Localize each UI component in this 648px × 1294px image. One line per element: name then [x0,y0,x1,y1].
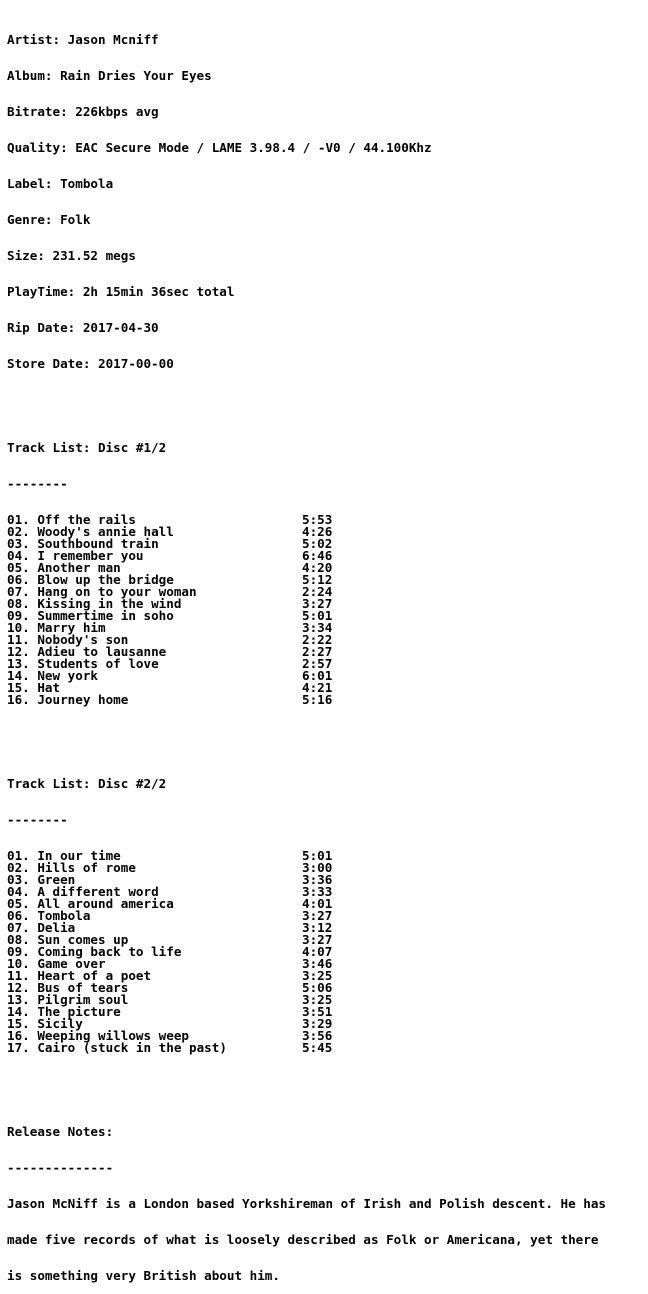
disc1-rule: -------- [7,476,68,491]
track-title: Marry him [37,620,106,635]
track-title: Green [37,872,76,887]
track-title: Off the rails [37,512,136,527]
track-duration: 3:34 [302,620,333,635]
track-title: In our time [37,848,121,863]
disc2-heading: Track List: Disc #2/2 [7,776,167,791]
track-row [7,898,643,910]
album-line: Album: Rain Dries Your Eyes [7,68,212,83]
quality-line: Quality: EAC Secure Mode / LAME 3.98.4 / -V0 / 44.100Khz [7,140,432,155]
track-number: 16. [7,1028,30,1043]
size-line: Size: 231.52 megs [7,248,136,263]
track-duration: 4:20 [302,560,333,575]
track-number: 07. [7,920,30,935]
track-row [7,910,643,922]
track-number: 06. [7,908,30,923]
store-date-line: Store Date: 2017-00-00 [7,356,174,371]
track-number: 09. [7,944,30,959]
track-duration: 5:01 [302,608,333,623]
rip-date-line: Rip Date: 2017-04-30 [7,320,159,335]
track-number: 13. [7,656,30,671]
spacer [7,394,643,406]
release-notes-rule: -------------- [7,1160,114,1175]
track-title: A different word [37,884,159,899]
track-number: 14. [7,668,30,683]
track-title: Another man [37,560,121,575]
track-duration: 2:24 [302,584,333,599]
track-title: Game over [37,956,106,971]
track-number: 15. [7,680,30,695]
spacer [7,730,643,742]
track-title: I remember you [37,548,144,563]
track-duration: 2:27 [302,644,333,659]
release-info-document [7,10,643,1294]
track-number: 13. [7,992,30,1007]
track-title: Woody's annie hall [37,524,174,539]
track-duration: 4:21 [302,680,333,695]
track-title: Cairo (stuck in the past) [37,1040,227,1055]
track-duration: 3:27 [302,596,333,611]
track-number: 12. [7,644,30,659]
track-number: 08. [7,596,30,611]
track-duration: 5:01 [302,848,333,863]
disc1-heading: Track List: Disc #1/2 [7,440,167,455]
track-title: Kissing in the wind [37,596,182,611]
track-duration: 3:12 [302,920,333,935]
track-duration: 6:01 [302,668,333,683]
track-title: Sicily [37,1016,83,1031]
track-title: The picture [37,1004,121,1019]
track-number: 02. [7,524,30,539]
release-notes-line-1: Jason McNiff is a London based Yorkshireman of Irish and Polish descent. He has [7,1196,606,1211]
track-duration: 4:26 [302,524,333,539]
track-duration: 3:29 [302,1016,333,1031]
track-number: 05. [7,560,30,575]
track-title: Students of love [37,656,159,671]
track-title: Bus of tears [37,980,129,995]
track-number: 17. [7,1040,30,1055]
disc2-track-list [7,850,643,1054]
track-row [7,862,643,874]
track-duration: 5:16 [302,692,333,707]
spacer [7,1078,643,1090]
track-row [7,1042,643,1054]
track-title: Tombola [37,908,91,923]
track-title: Heart of a poet [37,968,152,983]
track-number: 05. [7,896,30,911]
track-duration: 3:25 [302,992,333,1007]
track-number: 11. [7,632,30,647]
track-duration: 2:22 [302,632,333,647]
track-number: 15. [7,1016,30,1031]
release-notes-line-3: is something very British about him. [7,1268,280,1283]
track-number: 12. [7,980,30,995]
track-duration: 5:53 [302,512,333,527]
track-title: Adieu to lausanne [37,644,167,659]
track-title: Nobody's son [37,632,129,647]
track-number: 11. [7,968,30,983]
track-duration: 4:01 [302,896,333,911]
track-duration: 3:25 [302,968,333,983]
track-number: 09. [7,608,30,623]
track-title: Weeping willows weep [37,1028,189,1043]
track-duration: 3:36 [302,872,333,887]
track-duration: 5:06 [302,980,333,995]
track-title: Journey home [37,692,129,707]
label-line: Label: Tombola [7,176,114,191]
track-duration: 6:46 [302,548,333,563]
genre-line: Genre: Folk [7,212,91,227]
track-title: Blow up the bridge [37,572,174,587]
track-duration: 2:57 [302,656,333,671]
track-duration: 5:02 [302,536,333,551]
track-title: All around america [37,896,174,911]
playtime-line: PlayTime: 2h 15min 36sec total [7,284,235,299]
track-number: 01. [7,512,30,527]
track-duration: 5:12 [302,572,333,587]
track-duration: 3:46 [302,956,333,971]
track-number: 04. [7,884,30,899]
track-title: Pilgrim soul [37,992,129,1007]
track-row [7,1006,643,1018]
track-title: Coming back to life [37,944,182,959]
track-duration: 4:07 [302,944,333,959]
track-number: 01. [7,848,30,863]
track-title: Hills of rome [37,860,136,875]
track-title: Summertime in soho [37,608,174,623]
bitrate-line: Bitrate: 226kbps avg [7,104,159,119]
track-duration: 3:51 [302,1004,333,1019]
track-duration: 5:45 [302,1040,333,1055]
disc1-track-list [7,514,643,706]
track-title: New york [37,668,99,683]
track-number: 10. [7,956,30,971]
track-duration: 3:56 [302,1028,333,1043]
release-notes-heading: Release Notes: [7,1124,114,1139]
track-duration: 3:33 [302,884,333,899]
track-title: Southbound train [37,536,159,551]
track-title: Delia [37,920,76,935]
track-duration: 3:27 [302,908,333,923]
track-number: 06. [7,572,30,587]
track-number: 08. [7,932,30,947]
track-number: 04. [7,548,30,563]
artist-line: Artist: Jason Mcniff [7,32,159,47]
track-number: 03. [7,536,30,551]
track-duration: 3:27 [302,932,333,947]
track-duration: 3:00 [302,860,333,875]
track-number: 10. [7,620,30,635]
track-number: 07. [7,584,30,599]
track-title: Sun comes up [37,932,129,947]
track-number: 14. [7,1004,30,1019]
track-number: 02. [7,860,30,875]
track-title: Hang on to your woman [37,584,197,599]
track-number: 03. [7,872,30,887]
track-title: Hat [37,680,61,695]
release-notes-line-2: made five records of what is loosely described as Folk or Americana, yet there [7,1232,599,1247]
track-number: 16. [7,692,30,707]
disc2-rule: -------- [7,812,68,827]
